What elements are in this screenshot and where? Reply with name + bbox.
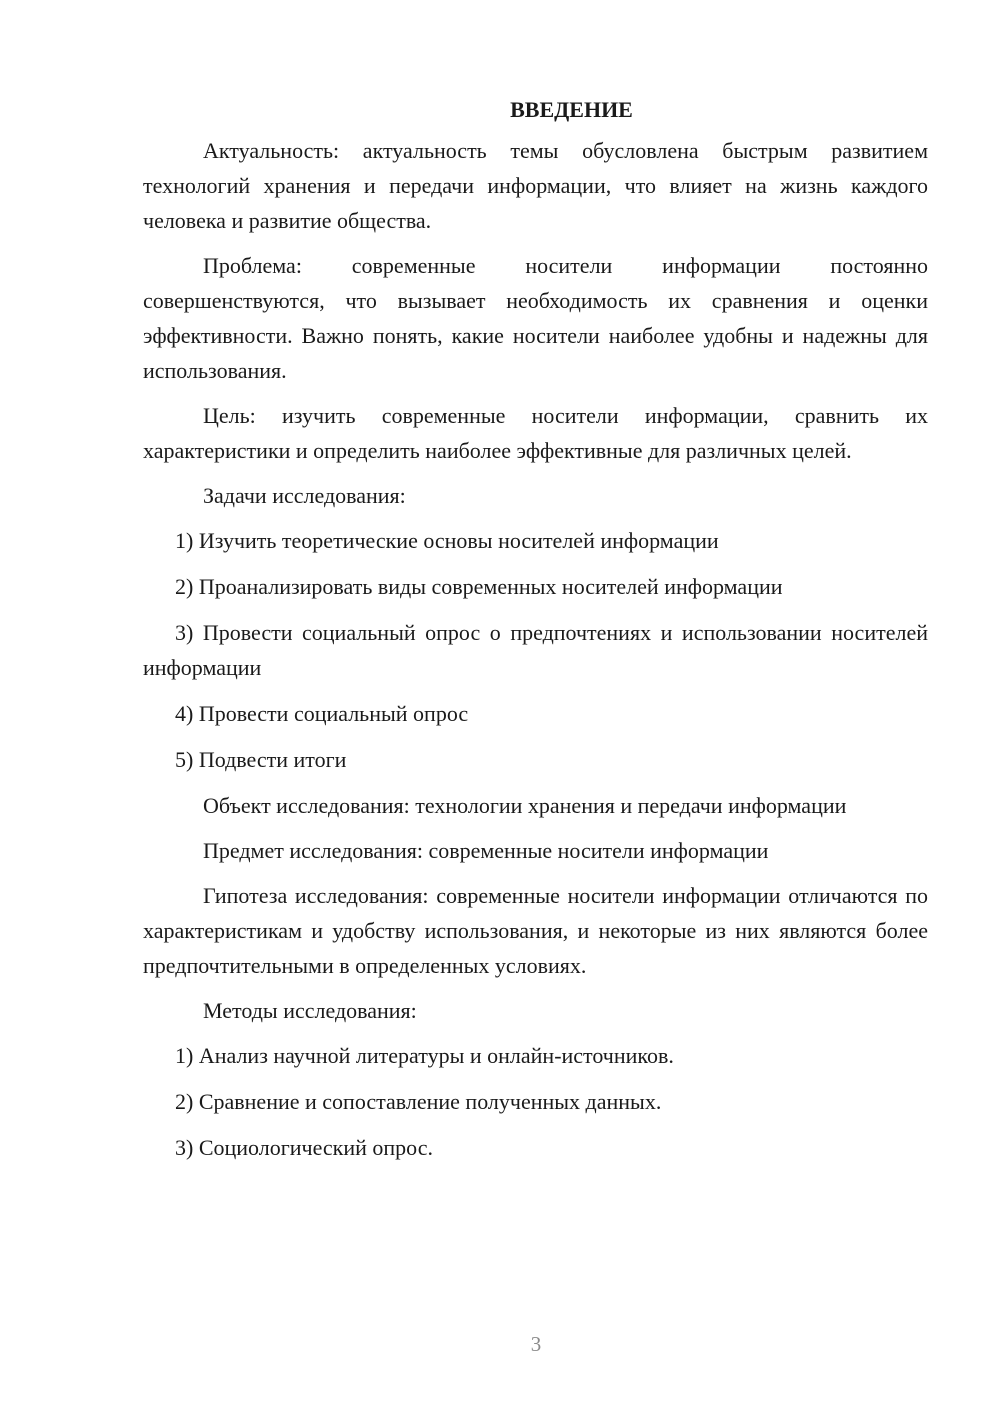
task-item-1: 1) Изучить теоретические основы носителей информации xyxy=(175,528,719,553)
task-item-3: 3) Провести социальный опрос о предпочтениях и использовании носителей информации xyxy=(143,620,928,680)
tasks-heading: Задачи исследования: xyxy=(203,483,406,508)
task-item-4: 4) Провести социальный опрос xyxy=(175,701,469,726)
relevance-paragraph: Актуальность: актуальность темы обусловлена быстрым развитием технологий хранения и передачи информации, что влияет на жизнь каждого человека и развитие общества. xyxy=(143,138,928,233)
hypothesis-paragraph: Гипотеза исследования: современные носители информации отличаются по характеристикам и удобству использования, и некоторые из них являются более предпочтительными в определенных условиях. xyxy=(143,883,928,978)
method-item-3: 3) Социологический опрос. xyxy=(175,1135,433,1160)
document-page xyxy=(143,92,928,1176)
page-number: 3 xyxy=(530,1332,542,1356)
section-heading: ВВЕДЕНИЕ xyxy=(510,97,633,122)
problem-paragraph: Проблема: современные носители информации постоянно совершенствуются, что вызывает необходимость их сравнения и оценки эффективности. Важно понять, какие носители наиболее удобны и надежны для использования. xyxy=(143,253,928,383)
subject-paragraph: Предмет исследования: современные носители информации xyxy=(203,838,769,863)
method-item-2: 2) Сравнение и сопоставление полученных данных. xyxy=(175,1089,662,1114)
object-paragraph: Объект исследования: технологии хранения и передачи информации xyxy=(203,793,847,818)
task-item-2: 2) Проанализировать виды современных носителей информации xyxy=(175,574,783,599)
methods-heading: Методы исследования: xyxy=(203,998,417,1023)
task-item-5: 5) Подвести итоги xyxy=(175,747,347,772)
method-item-1: 1) Анализ научной литературы и онлайн-источников. xyxy=(175,1043,674,1068)
goal-paragraph: Цель: изучить современные носители информации, сравнить их характеристики и определить наиболее эффективные для различных целей. xyxy=(143,403,928,463)
